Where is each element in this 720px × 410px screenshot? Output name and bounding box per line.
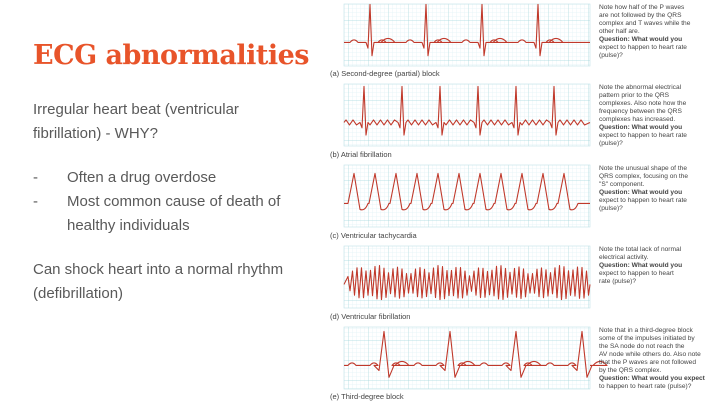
ecg-figure	[328, 0, 720, 405]
ecg-question-line: expect to happen to heart	[599, 270, 674, 277]
ecg-note-line: "S" component.	[599, 181, 645, 188]
bullet-text: Often a drug overdose	[67, 169, 217, 186]
ecg-note-line: by the QRS complex.	[599, 367, 662, 374]
ecg-note-line: Note the unusual shape of the	[599, 165, 687, 172]
slide-title: ECG abnormalities	[33, 40, 309, 71]
ecg-panel	[330, 4, 691, 78]
ecg-note-line: some of the impulses initiated by	[599, 335, 695, 342]
ecg-strips-image	[328, 0, 720, 405]
ecg-note-line: QRS complex, focusing on the	[599, 173, 689, 180]
ecg-panel-label: (a) Second-degree (partial) block	[330, 69, 440, 78]
ecg-note-line: complex and T waves while the	[599, 20, 691, 27]
ecg-note-line: complexes has increased.	[599, 116, 676, 123]
bullet-text: Most common cause of death of healthy individuals	[67, 193, 281, 234]
ecg-note-line: the SA node do not reach the	[599, 343, 685, 350]
paragraph-irregular-heartbeat: Irregular heart beat (ventricular fibrillation) - WHY?	[33, 101, 239, 142]
ecg-panel	[330, 327, 706, 401]
ecg-note-line: electrical activity.	[599, 254, 649, 261]
ecg-note-line: Note the abnormal electrical	[599, 84, 682, 91]
ecg-note-line: Note how half of the P waves	[599, 4, 685, 11]
ecg-question-line: rate (pulse)?	[599, 278, 637, 285]
ecg-question-line: expect to happen to heart rate	[599, 197, 687, 204]
ecg-note-line: AV node while others do. Also note	[599, 351, 701, 358]
ecg-question-line: Question: What would you	[599, 36, 683, 43]
paragraph-defibrillation: Can shock heart into a normal rhythm (defibrillation)	[33, 261, 284, 302]
ecg-question-line: (pulse)?	[599, 52, 623, 59]
ecg-panel	[330, 246, 682, 321]
ecg-panel	[330, 165, 688, 240]
ecg-question-line: expect to happen to heart rate	[599, 44, 687, 51]
ecg-note-line: pattern prior to the QRS	[599, 92, 670, 99]
ecg-question-line: Question: What would you expect	[599, 375, 705, 382]
ecg-question-line: expect to happen to heart rate	[599, 132, 687, 139]
ecg-note-line: other half are.	[599, 28, 640, 35]
ecg-panel-label: (c) Ventricular tachycardia	[330, 231, 417, 240]
bullet-marker: -	[33, 193, 38, 210]
ecg-question-line: (pulse)?	[599, 205, 623, 212]
ecg-question-line: Question: What would you	[599, 124, 683, 131]
ecg-note-line: Note that in a third-degree block	[599, 327, 693, 334]
ecg-question-line: Question: What would you	[599, 189, 683, 196]
bullet-list	[33, 166, 313, 238]
ecg-note-line: are not followed by the QRS	[599, 12, 682, 19]
ecg-grid	[344, 4, 590, 66]
ecg-panel-label: (b) Atrial fibrillation	[330, 150, 392, 159]
ecg-note-line: Note the total lack of normal	[599, 246, 682, 253]
bullet-item	[33, 190, 313, 238]
ecg-note-line: frequency between the QRS	[599, 108, 682, 115]
ecg-panel-label: (e) Third-degree block	[330, 392, 404, 401]
ecg-question-line: Question: What would you	[599, 262, 683, 269]
ecg-panel	[330, 84, 687, 159]
bullet-item	[33, 166, 313, 190]
ecg-question-line: (pulse)?	[599, 140, 623, 147]
ecg-question-line: to happen to heart rate (pulse)?	[599, 383, 692, 390]
ecg-note-line: that the P waves are not followed	[599, 359, 697, 366]
bullet-marker: -	[33, 169, 38, 186]
ecg-panel-label: (d) Ventricular fibrillation	[330, 312, 411, 321]
ecg-note-line: complexes. Also note how the	[599, 100, 687, 107]
ecg-grid	[344, 165, 590, 227]
